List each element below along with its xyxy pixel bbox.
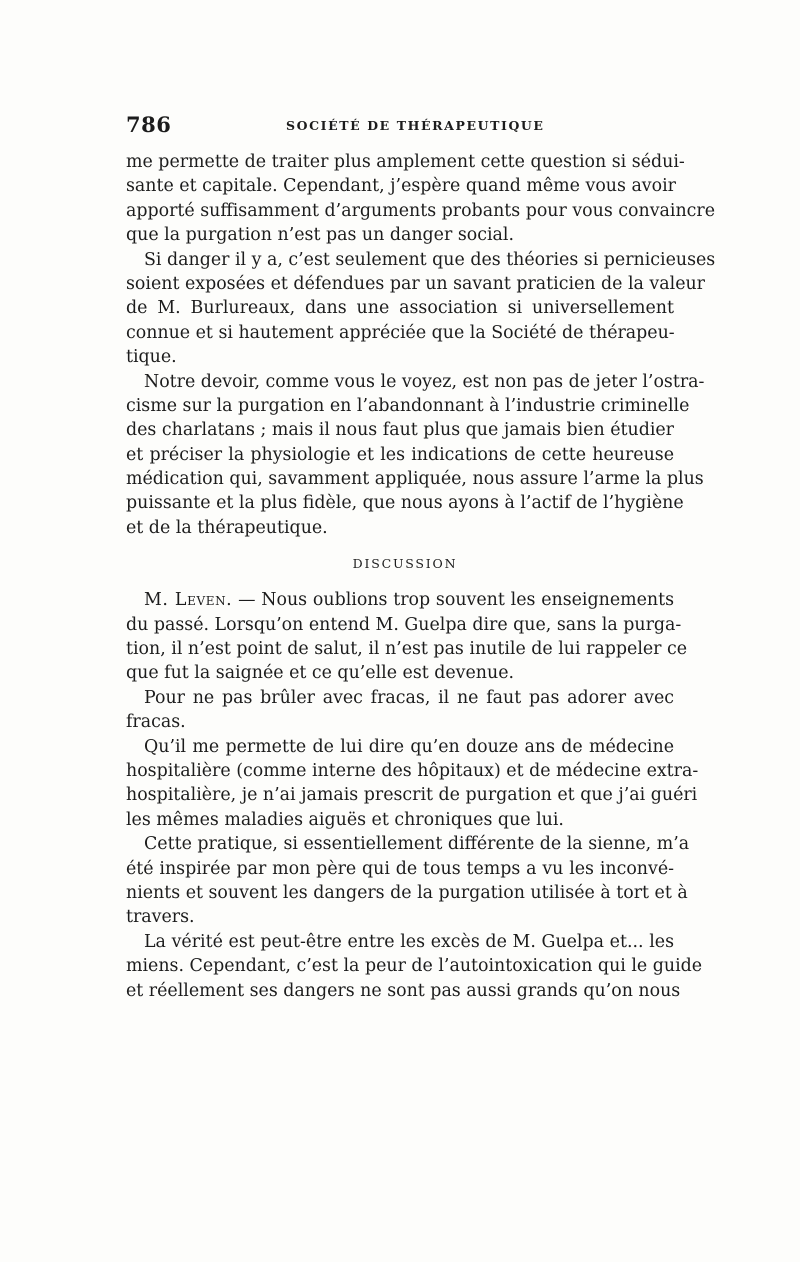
text-line: Qu’il me permette de lui dire qu’en douze ans de médecine [144, 736, 674, 757]
text-line: et réellement ses dangers ne sont pas aussi grands qu’on nous [126, 980, 681, 1001]
discussion-paragraph [126, 588, 688, 686]
text-line: été inspirée par mon père qui de tous temps a vu les inconvé- [126, 858, 674, 879]
text-line: apporté suffisamment d’arguments probants pour vous convaincre [126, 200, 716, 221]
text-line: La vérité est peut-être entre les excès de M. Guelpa et... les [144, 931, 674, 952]
text-line: tion, il n’est point de salut, il n’est pas inutile de lui rappeler ce [126, 639, 688, 660]
discussion-paragraph [126, 686, 674, 735]
text-line: Pour ne pas brûler avec fracas, il ne faut pas adorer avec [144, 687, 674, 708]
speaker-text: — Nous oublions trop souvent les enseignements [238, 590, 675, 611]
paragraph [126, 370, 705, 541]
text-line: médication qui, savamment appliquée, nous assure l’arme la plus [126, 469, 704, 490]
page-number: 786 [126, 112, 172, 137]
text-line: que la purgation n’est pas un danger social. [126, 225, 514, 246]
running-title: SOCIÉTÉ DE THÉRAPEUTIQUE [286, 118, 545, 133]
text-line: les mêmes maladies aiguës et chroniques que lui. [126, 809, 564, 830]
text-line: puissante et la plus fidèle, que nous ayons à l’actif de l’hygiène [126, 493, 684, 514]
paragraph [126, 150, 716, 248]
text-line: sante et capitale. Cependant, j’espère quand même vous avoir [126, 176, 676, 197]
text-line: me permette de traiter plus amplement cette question si sédui- [126, 152, 685, 172]
discussion-paragraph [126, 832, 690, 930]
text-line: de M. Burlureaux, dans une association si universellement [126, 298, 674, 319]
page-header [126, 112, 674, 142]
text-line: hospitalière (comme interne des hôpitaux) et de médecine extra- [126, 760, 699, 781]
text-line: des charlatans ; mais il nous faut plus que jamais bien étudier [126, 420, 674, 441]
text-line: Notre devoir, comme vous le voyez, est non pas de jeter l’ostra- [144, 371, 705, 392]
text-line: Si danger il y a, c’est seulement que des théories si pernicieuses [144, 249, 716, 270]
text-line: miens. Cependant, c’est la peur de l’autointoxication qui le guide [126, 956, 703, 977]
text-line [126, 588, 674, 612]
speaker-name: M. Leven. [144, 590, 233, 611]
text-line: Cette pratique, si essentiellement différente de la sienne, m’a [144, 834, 690, 855]
text-line: cisme sur la purgation en l’abandonnant à l’industrie criminelle [126, 395, 690, 416]
text-line: tique. [126, 347, 177, 368]
text-line: fracas. [126, 712, 186, 733]
text-line: connue et si hautement appréciée que la Société de thérapeu- [126, 322, 675, 343]
text-line: nients et souvent les dangers de la purgation utilisée à tort et à [126, 882, 688, 903]
text-line: du passé. Lorsqu’on entend M. Guelpa dire que, sans la purga- [126, 614, 682, 635]
paragraph [126, 248, 716, 370]
discussion-paragraph [126, 930, 703, 1003]
text-line: que fut la saignée et ce qu’elle est devenue. [126, 663, 515, 684]
text-line: et préciser la physiologie et les indications de cette heureuse [126, 444, 674, 465]
text-line: soient exposées et défendues par un savant praticien de la valeur [126, 273, 705, 294]
text-line: travers. [126, 907, 195, 928]
text-line: hospitalière, je n’ai jamais prescrit de purgation et que j’ai guéri [126, 785, 698, 806]
text-line: et de la thérapeutique. [126, 517, 328, 538]
section-heading: DISCUSSION [352, 556, 458, 572]
discussion-paragraph [126, 735, 699, 833]
body-text [126, 150, 716, 1003]
